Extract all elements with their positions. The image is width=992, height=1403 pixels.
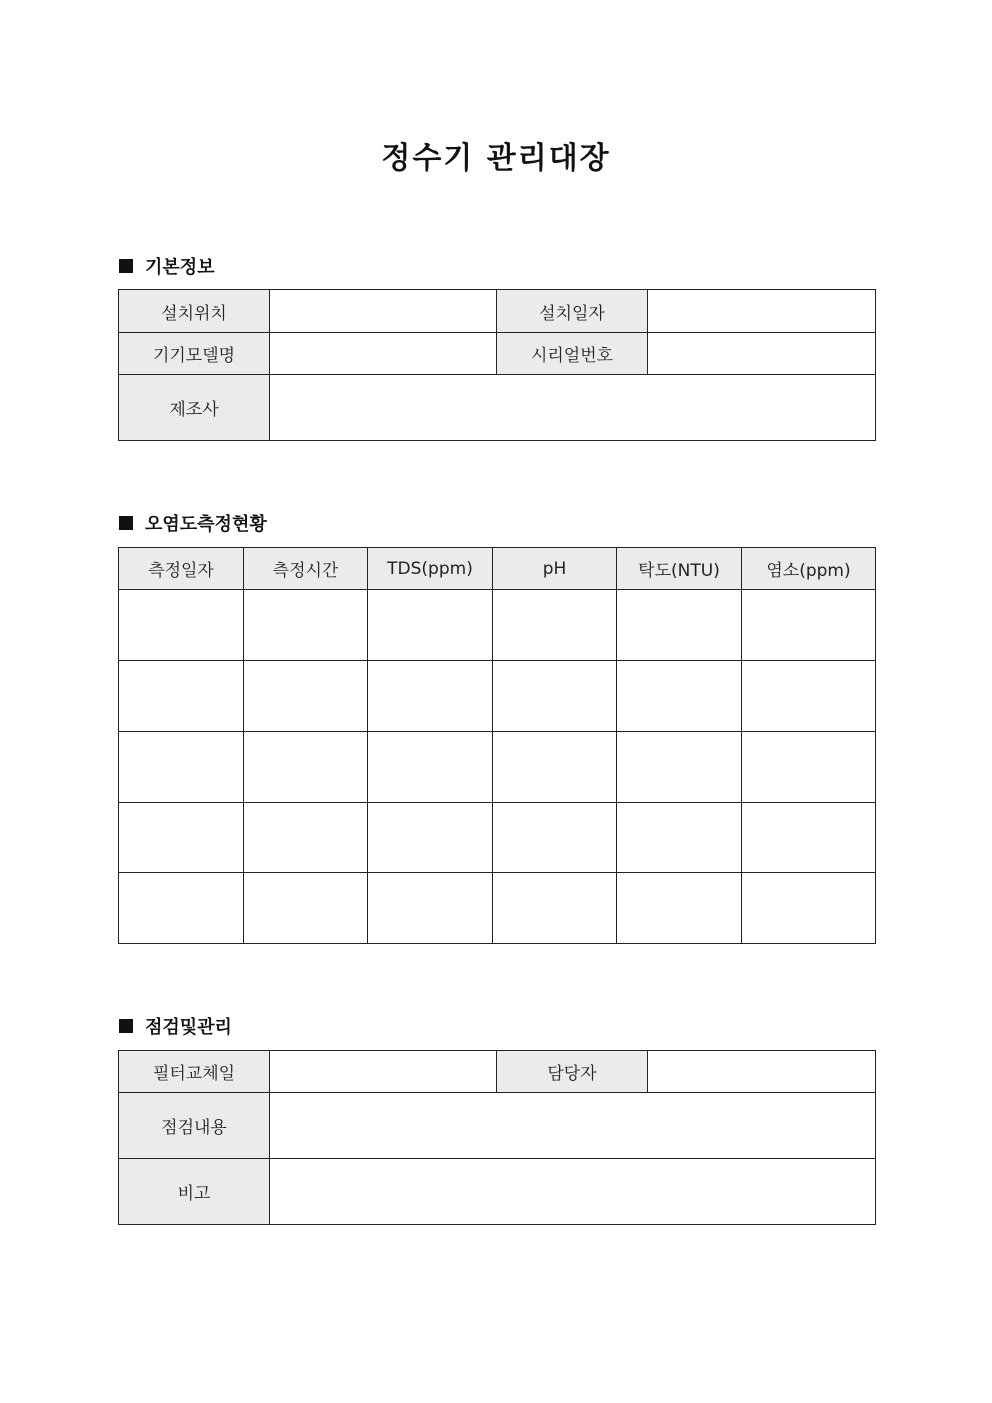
measurement-cell[interactable]: [368, 873, 493, 944]
model-label: 기기모델명: [119, 333, 270, 375]
inspection-content-label: 점검내용: [119, 1093, 270, 1159]
serial-label: 시리얼번호: [497, 333, 648, 375]
measurement-cell[interactable]: [244, 732, 368, 803]
measurement-cell[interactable]: [742, 590, 876, 661]
measurement-cell[interactable]: [493, 873, 617, 944]
column-header-date: 측정일자: [119, 548, 244, 590]
measurement-cell[interactable]: [119, 661, 244, 732]
measurement-cell[interactable]: [244, 661, 368, 732]
measurement-cell[interactable]: [244, 873, 368, 944]
measurement-cell[interactable]: [244, 803, 368, 873]
model-field[interactable]: [270, 333, 497, 375]
table-row: [119, 803, 876, 873]
measurement-cell[interactable]: [493, 590, 617, 661]
inspection-table: [118, 1050, 876, 1225]
measurement-cell[interactable]: [742, 803, 876, 873]
measurement-cell[interactable]: [493, 803, 617, 873]
serial-field[interactable]: [648, 333, 876, 375]
table-row: [119, 732, 876, 803]
measurement-cell[interactable]: [368, 661, 493, 732]
measurement-heading: [119, 510, 267, 536]
measurement-cell[interactable]: [617, 590, 742, 661]
column-header-ph: pH: [493, 548, 617, 590]
page-title: 정수기 관리대장: [381, 141, 611, 176]
filter-date-field[interactable]: [270, 1051, 497, 1093]
table-row: [119, 590, 876, 661]
measurement-cell[interactable]: [368, 732, 493, 803]
measurement-heading-text: 오염도측정현황: [145, 514, 267, 535]
install-date-field[interactable]: [648, 290, 876, 333]
filter-date-label: 필터교체일: [119, 1051, 270, 1093]
measurement-cell[interactable]: [493, 732, 617, 803]
inspection-content-field[interactable]: [270, 1093, 876, 1159]
column-header-tds: TDS(ppm): [368, 548, 493, 590]
measurement-cell[interactable]: [742, 873, 876, 944]
square-bullet-icon: [119, 516, 133, 530]
column-header-time: 측정시간: [244, 548, 368, 590]
install-location-field[interactable]: [270, 290, 497, 333]
remarks-field[interactable]: [270, 1159, 876, 1225]
measurement-cell[interactable]: [368, 590, 493, 661]
column-header-chlorine: 염소(ppm): [742, 548, 876, 590]
measurement-cell[interactable]: [617, 732, 742, 803]
install-date-label: 설치일자: [497, 290, 648, 333]
remarks-label: 비고: [119, 1159, 270, 1225]
measurement-cell[interactable]: [617, 661, 742, 732]
manager-label: 담당자: [497, 1051, 648, 1093]
measurement-table: [118, 547, 876, 944]
measurement-cell[interactable]: [742, 732, 876, 803]
manufacturer-label: 제조사: [119, 375, 270, 441]
measurement-cell[interactable]: [244, 590, 368, 661]
measurement-cell[interactable]: [617, 873, 742, 944]
basic-info-heading-text: 기본정보: [145, 257, 215, 278]
measurement-cell[interactable]: [368, 803, 493, 873]
inspection-heading: [119, 1013, 232, 1039]
basic-info-table: [118, 289, 876, 441]
square-bullet-icon: [119, 1019, 133, 1033]
measurement-cell[interactable]: [742, 661, 876, 732]
measurement-cell[interactable]: [119, 590, 244, 661]
basic-info-heading: [119, 253, 215, 279]
inspection-heading-text: 점검및관리: [145, 1017, 232, 1038]
table-row: [119, 873, 876, 944]
manager-field[interactable]: [648, 1051, 876, 1093]
measurement-cell[interactable]: [119, 803, 244, 873]
measurement-cell[interactable]: [617, 803, 742, 873]
install-location-label: 설치위치: [119, 290, 270, 333]
manufacturer-field[interactable]: [270, 375, 876, 441]
measurement-cell[interactable]: [119, 732, 244, 803]
table-row: [119, 661, 876, 732]
column-header-turbidity: 탁도(NTU): [617, 548, 742, 590]
square-bullet-icon: [119, 259, 133, 273]
measurement-cell[interactable]: [119, 873, 244, 944]
measurement-cell[interactable]: [493, 661, 617, 732]
